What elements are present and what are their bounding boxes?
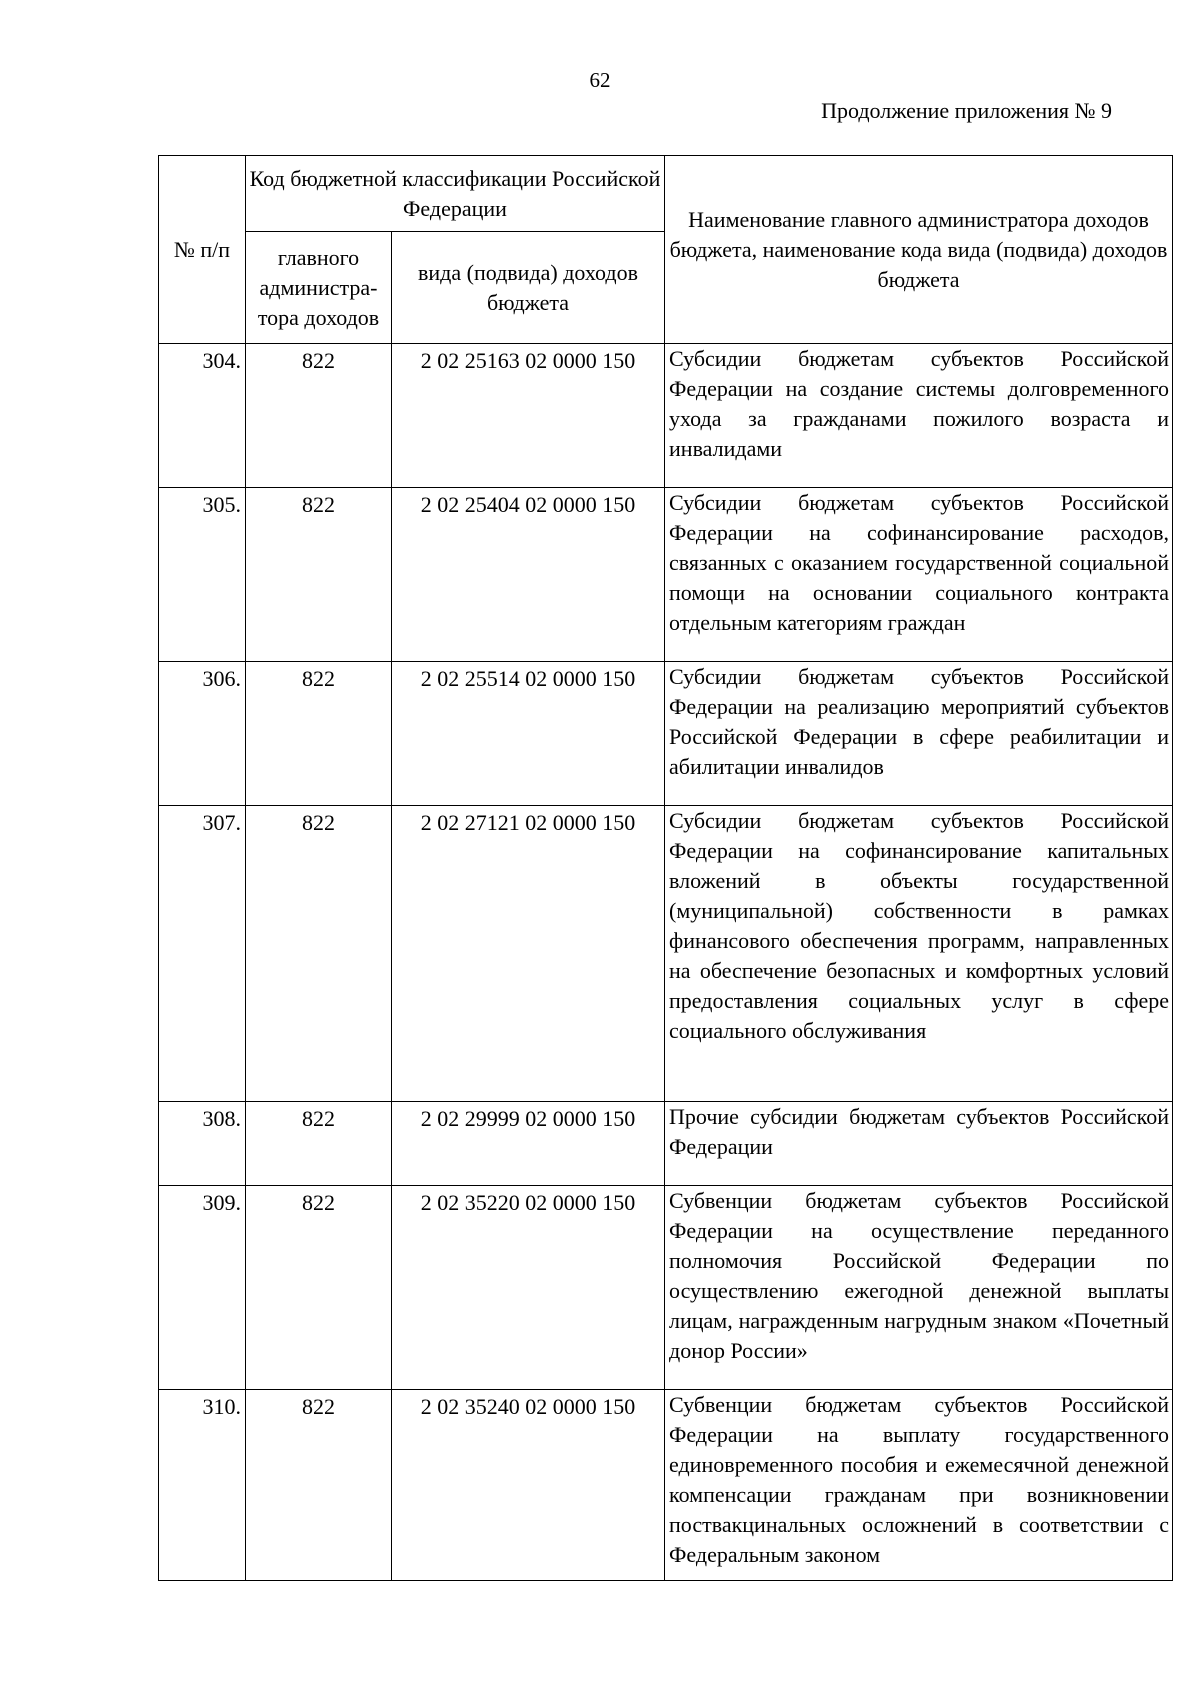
header-name: Наименование главного администратора доходов бюджета, наименование кода вида (подвида) доходов бюджета (665, 156, 1173, 344)
admin-code: 822 (246, 1186, 392, 1390)
header-kind: вида (подвида) доходов бюджета (392, 232, 665, 344)
row-number: 304. (159, 344, 246, 488)
row-number: 309. (159, 1186, 246, 1390)
admin-code: 822 (246, 344, 392, 488)
income-code: 2 02 35220 02 0000 150 (392, 1186, 665, 1390)
admin-code: 822 (246, 488, 392, 662)
row-number: 310. (159, 1390, 246, 1581)
table-row (159, 806, 1173, 1102)
admin-code: 822 (246, 806, 392, 1102)
header-admin: главного администра-тора доходов (246, 232, 392, 344)
header-code-group: Код бюджетной классификации Российской Федерации (246, 156, 665, 232)
page-number: 62 (589, 68, 611, 92)
income-name: Прочие субсидии бюджетам субъектов Российской Федерации (665, 1102, 1173, 1186)
continuation-title: Продолжение приложения № 9 (821, 98, 1112, 123)
income-name: Субвенции бюджетам субъектов Российской Федерации на выплату государственного единовременного пособия и ежемесячной денежной компенсации гражданам при возникновении поствакцинальных осложнений в соответствии с Федеральным законом (665, 1390, 1173, 1581)
income-name: Субсидии бюджетам субъектов Российской Федерации на реализацию мероприятий субъектов Российской Федерации в сфере реабилитации и абилитации инвалидов (665, 662, 1173, 806)
table-row (159, 1390, 1173, 1581)
row-number: 306. (159, 662, 246, 806)
admin-code: 822 (246, 1102, 392, 1186)
income-code: 2 02 25514 02 0000 150 (392, 662, 665, 806)
admin-code: 822 (246, 662, 392, 806)
income-code: 2 02 25404 02 0000 150 (392, 488, 665, 662)
income-code: 2 02 35240 02 0000 150 (392, 1390, 665, 1581)
income-name: Субсидии бюджетам субъектов Российской Федерации на софинансирование капитальных вложений в объекты государственной (муниципальной) собственности в рамках финансового обеспечения программ, направленных на обеспечение безопасных и комфортных условий предоставления социальных услуг в сфере социального обслуживания (665, 806, 1173, 1102)
income-name: Субсидии бюджетам субъектов Российской Федерации на создание системы долговременного ухода за гражданами пожилого возраста и инвалидами (665, 344, 1173, 488)
income-code: 2 02 25163 02 0000 150 (392, 344, 665, 488)
row-number: 305. (159, 488, 246, 662)
income-code: 2 02 29999 02 0000 150 (392, 1102, 665, 1186)
income-name: Субвенции бюджетам субъектов Российской Федерации на осуществление переданного полномочия Российской Федерации по осуществлению ежегодной денежной выплаты лицам, награжденным нагрудным знаком «Почетный донор России» (665, 1186, 1173, 1390)
header-num: № п/п (159, 156, 246, 344)
table-row (159, 662, 1173, 806)
admin-code: 822 (246, 1390, 392, 1581)
budget-classification-table (158, 155, 1173, 1581)
income-code: 2 02 27121 02 0000 150 (392, 806, 665, 1102)
table-row (159, 1186, 1173, 1390)
row-number: 307. (159, 806, 246, 1102)
table-row (159, 488, 1173, 662)
row-number: 308. (159, 1102, 246, 1186)
table-row (159, 344, 1173, 488)
income-name: Субсидии бюджетам субъектов Российской Федерации на софинансирование расходов, связанных с оказанием государственной социальной помощи на основании социального контракта отдельным категориям граждан (665, 488, 1173, 662)
table-row (159, 1102, 1173, 1186)
